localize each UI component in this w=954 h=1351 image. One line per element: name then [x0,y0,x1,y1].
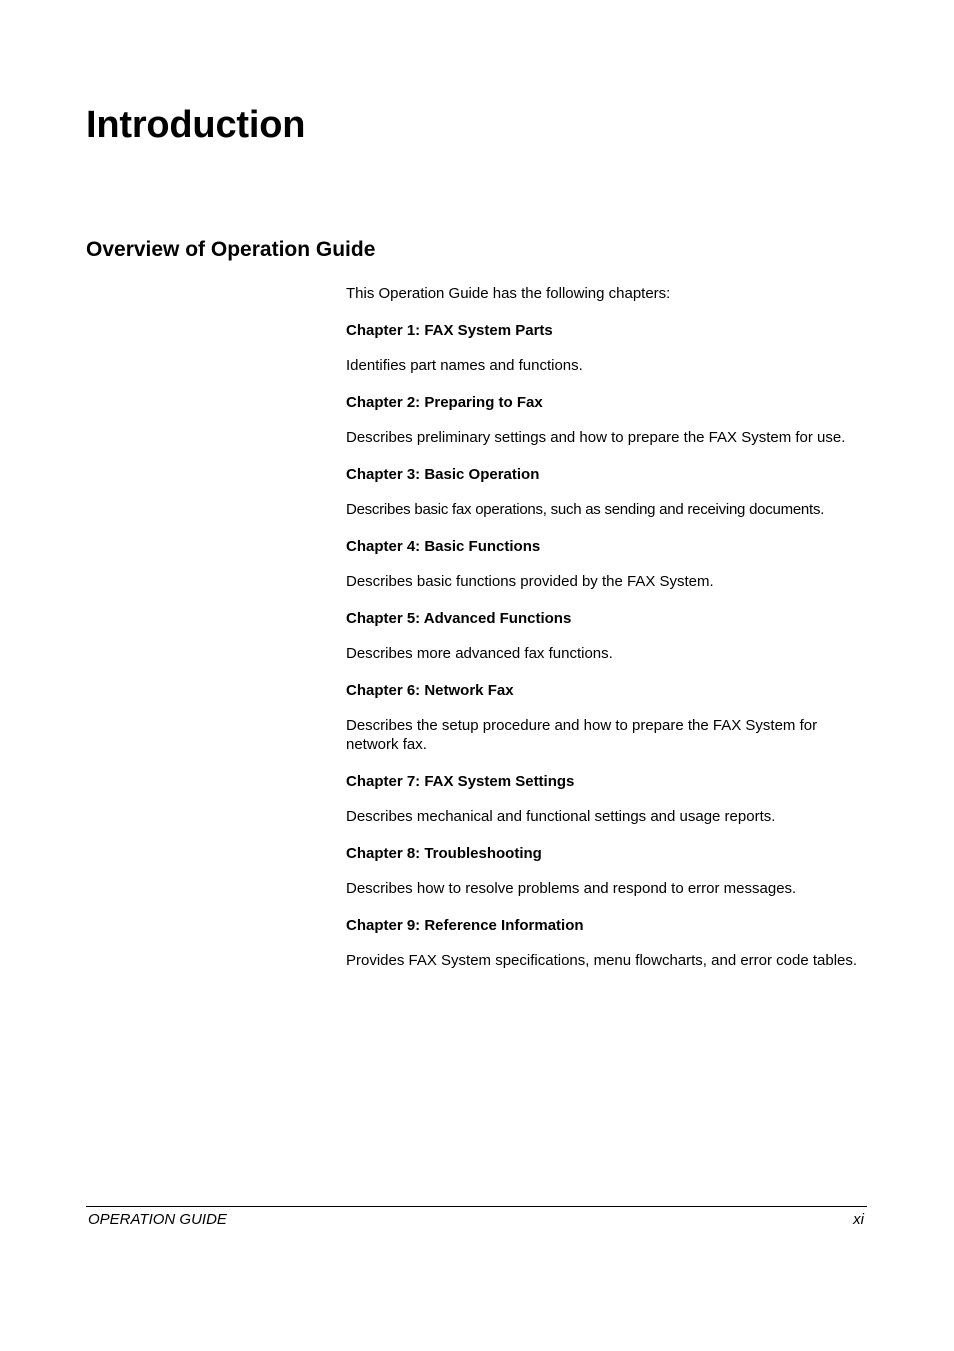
chapter-title: Chapter 3: Basic Operation [346,466,540,483]
intro-text: This Operation Guide has the following chapters: [346,285,671,302]
chapter-title: Chapter 7: FAX System Settings [346,773,575,790]
chapter-title: Chapter 1: FAX System Parts [346,322,553,339]
chapter-description: Describes basic functions provided by the FAX System. [346,573,714,590]
chapter-description: Provides FAX System specifications, menu flowcharts, and error code tables. [346,952,858,969]
chapter-item-9 [346,916,870,970]
chapter-title: Chapter 5: Advanced Functions [346,610,572,627]
chapter-description: Describes more advanced fax functions. [346,645,613,662]
chapter-item-7 [346,772,870,826]
chapter-title: Chapter 4: Basic Functions [346,538,541,555]
chapter-item-5 [346,609,870,663]
chapter-description: Describes preliminary settings and how to prepare the FAX System for use. [346,429,846,446]
chapter-item-2 [346,393,870,447]
chapter-title: Chapter 9: Reference Information [346,917,584,934]
chapter-description: Describes how to resolve problems and respond to error messages. [346,880,797,897]
chapter-list [346,284,870,988]
footer-page-number: xi [853,1211,864,1228]
chapter-description: Describes mechanical and functional settings and usage reports. [346,808,776,825]
chapter-item-1 [346,321,870,375]
chapter-title: Chapter 8: Troubleshooting [346,845,542,862]
page-title: Introduction [86,104,306,146]
chapter-title: Chapter 6: Network Fax [346,682,514,699]
chapter-title: Chapter 2: Preparing to Fax [346,394,543,411]
chapter-item-8 [346,844,870,898]
chapter-item-4 [346,537,870,591]
footer-divider [86,1206,867,1207]
chapter-item-6 [346,681,870,754]
chapter-item-3 [346,465,870,519]
chapter-description: Describes basic fax operations, such as sending and receiving documents. [346,501,825,518]
chapter-description: Identifies part names and functions. [346,357,583,374]
footer-guide-name: OPERATION GUIDE [88,1211,227,1228]
section-heading: Overview of Operation Guide [86,238,376,261]
chapter-description: Describes the setup procedure and how to prepare the FAX System for network fax. [346,717,818,753]
